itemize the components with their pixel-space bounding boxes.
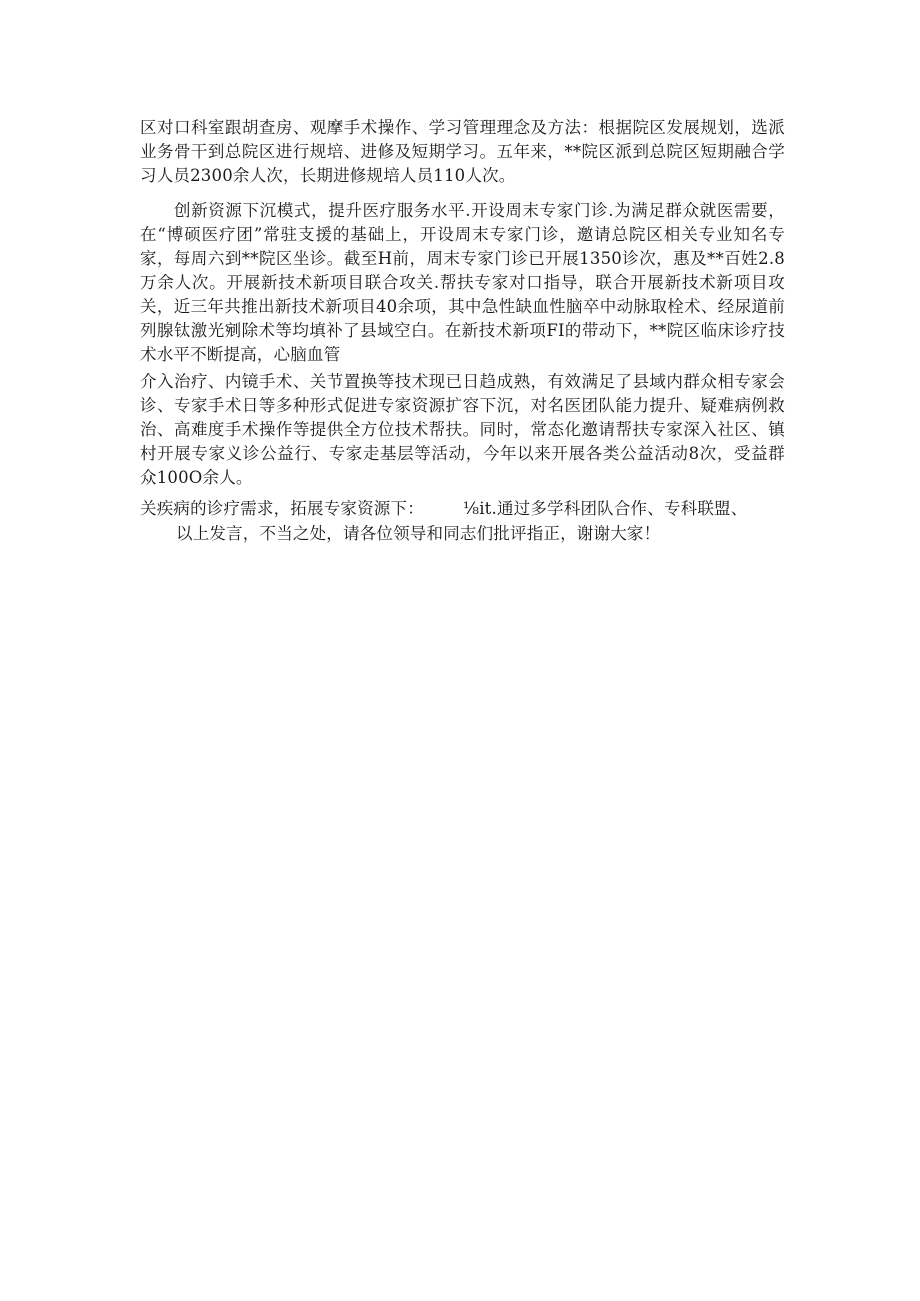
fragment-left-text: 关疾病的诊疗需求，拓展专家资源下： bbox=[140, 499, 424, 518]
paragraph-resource-sinking: 创新资源下沉模式，提升医疗服务水平.开设周末专家门诊.为满足群众就医需要，在“博硕医疗团”常驻支援的基础上，开设周末专家门诊，邀请总院区相关专业知名专家，每周六到**院区坐诊。截至H前，周末专家门诊已开展1350诊次，惠及**百姓2.8万余人次。开展新技术新项目联合攻关.帮扶专家对口指导，联合开展新技术新项目攻关，近三年共推出新技术新项目40余项，其中急性缺血性脑卒中动脉取栓术、经尿道前列腺钛激光剜除术等均填补了县域空白。在新技术新项FI的带动下，**院区临床诊疗技术水平不断提高，心脑血管 bbox=[140, 201, 785, 364]
closing-remark: 以上发言，不当之处，请各位领导和同志们批评指正，谢谢大家！ bbox=[176, 524, 661, 543]
paragraph-technology-maturity: 介入治疗、内镜手术、关节置换等技术现已日趋成熟，有效满足了县域内群众相专家会诊、专家手术日等多种形式促进专家资源扩容下沉，对名医团队能力提升、疑难病例救治、高难度手术操作等提供全方位技术帮扶。同时，常态化邀请帮扶专家深入社区、镇村开展专家义诊公益行、专家走基层等活动，今年以来开展各类公益活动8次，受益群众100O余人。 bbox=[140, 372, 785, 487]
fragment-right-text: ⅛it.通过多学科团队合作、专科联盟、 bbox=[463, 499, 748, 518]
paragraph-training: 区对口科室跟胡查房、观摩手术操作、学习管理理念及方法：根据院区发展规划，选派业务骨干到总院区进行规培、进修及短期学习。五年来，**院区派到总院区短期融合学习人员2300余人次，长期进修规培人员110人次。 bbox=[140, 118, 785, 185]
